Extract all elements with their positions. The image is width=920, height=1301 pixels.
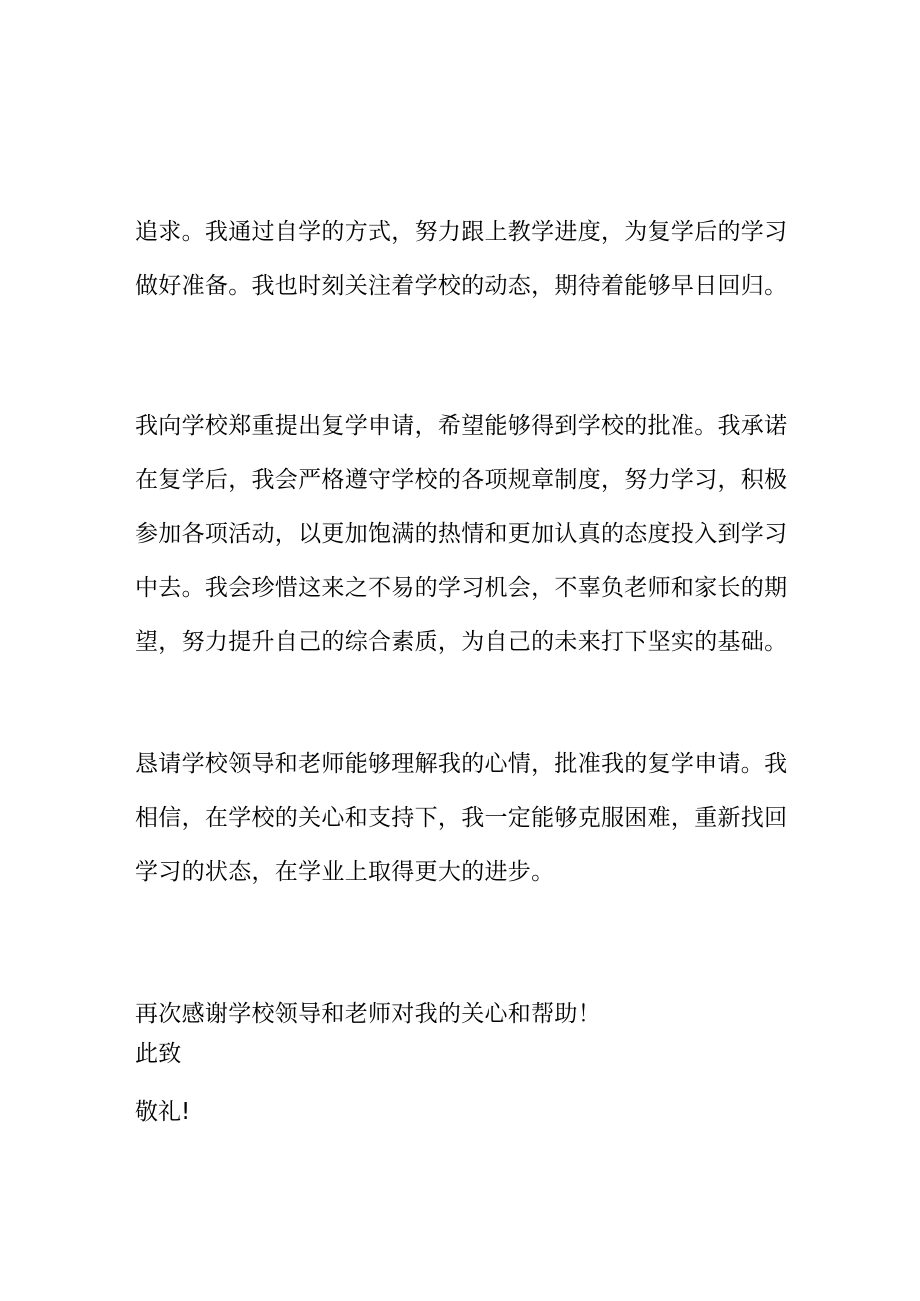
paragraph-line: 我向学校郑重提出复学申请，希望能够得到学校的批准。我承诺: [135, 413, 788, 439]
paragraph-line: 追求。我通过自学的方式，努力跟上教学进度，为复学后的学习: [135, 219, 788, 245]
paragraph-1: [135, 205, 790, 313]
paragraph-line: 恳请学校领导和老师能够理解我的心情，批准我的复学申请。我: [135, 751, 788, 777]
paragraph-line: 中去。我会珍惜这来之不易的学习机会，不辜负老师和家长的期: [135, 575, 788, 601]
paragraph-line: 参加各项活动，以更加饱满的热情和更加认真的态度投入到学习: [135, 521, 788, 547]
paragraph-line: 做好准备。我也时刻关注着学校的动态，期待着能够早日回归。: [135, 273, 788, 299]
paragraph-line: 相信，在学校的关心和支持下，我一定能够克服困难，重新找回: [135, 805, 788, 831]
paragraph-line: 学习的状态，在学业上取得更大的进步。: [135, 859, 555, 885]
closing-ci-zhi: 此致: [135, 1041, 182, 1067]
closing-thanks: 再次感谢学校领导和老师对我的关心和帮助！: [135, 1001, 601, 1027]
closing-jing-li: 敬礼!: [135, 1099, 191, 1125]
paragraph-line: 在复学后，我会严格遵守学校的各项规章制度，努力学习，积极: [135, 467, 788, 493]
closing-block: [135, 994, 790, 1074]
paragraph-2: [135, 399, 790, 669]
paragraph-line: 望，努力提升自己的综合素质，为自己的未来打下坚实的基础。: [135, 629, 788, 655]
paragraph-3: [135, 737, 790, 899]
